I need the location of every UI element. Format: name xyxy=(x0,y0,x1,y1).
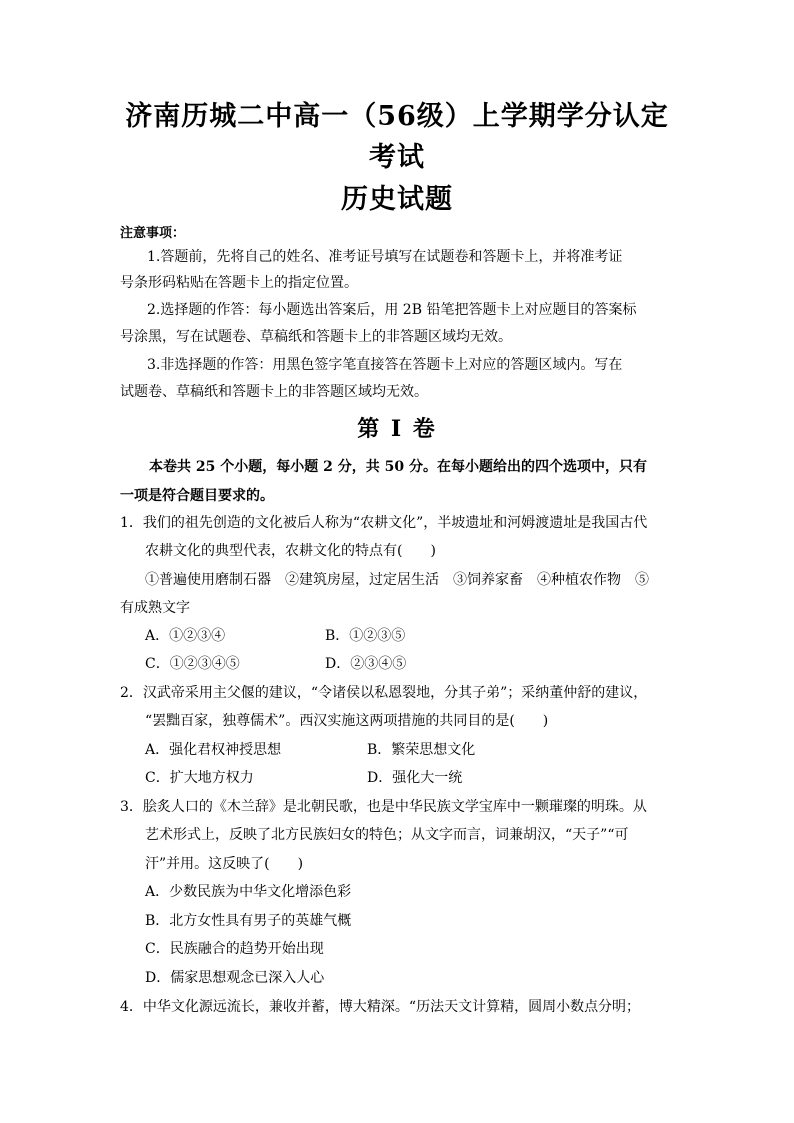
q1-items-line1: ①普遍使用磨制石器 ②建筑房屋，过定居生活 ③饲养家畜 ④种植农作物 ⑤ xyxy=(145,572,649,588)
q3-stem-line1: 3．脍炙人口的《木兰辞》是北朝民歌，也是中华民族文学宝库中一颗璀璨的明珠。从 xyxy=(120,799,647,815)
q1-option-b: B．①②③⑤ xyxy=(325,628,406,644)
notice-item1-line1: 1.答题前，先将自己的姓名、准考证号填写在试题卷和答题卡上，并将准考证 xyxy=(147,249,623,265)
section-intro-line2: 一项是符合题目要求的。 xyxy=(120,488,274,504)
q3-option-c: C．民族融合的趋势开始出现 xyxy=(145,941,324,957)
q2-option-a: A．强化君权神授思想 xyxy=(145,742,282,758)
q1-items-line2: 有成熟文字 xyxy=(120,600,190,616)
notice-item2-line2: 号涂黑，写在试题卷、草稿纸和答题卡上的非答题区域均无效。 xyxy=(120,329,512,345)
q2-stem-line2: “罢黜百家，独尊儒术”。西汉实施这两项措施的共同目的是( ) xyxy=(145,713,549,729)
q2-option-d: D．强化大一统 xyxy=(367,770,463,786)
exam-title-line2: 考试 xyxy=(369,142,425,173)
q3-option-b: B．北方女性具有男子的英雄气概 xyxy=(145,913,352,929)
notice-item2-line1: 2.选择题的作答：每小题选出答案后，用 2B 铅笔把答题卡上对应题目的答案标 xyxy=(147,302,637,318)
section-intro-line1: 本卷共 25 个小题，每小题 2 分，共 50 分。在每小题给出的四个选项中，只有 xyxy=(149,459,647,475)
q1-option-a: A．①②③④ xyxy=(145,628,226,644)
q3-stem-line3: 汗”并用。这反映了( ) xyxy=(145,856,304,872)
notice-label: 注意事项： xyxy=(120,226,186,241)
q3-option-d: D．儒家思想观念已深入人心 xyxy=(145,970,325,986)
q1-option-c: C．①②③④⑤ xyxy=(145,656,240,672)
q4-stem-line1: 4．中华文化源远流长，兼收并蓄，博大精深。“历法天文计算精，圆周小数点分明； xyxy=(120,999,641,1015)
section-heading: 第 I 卷 xyxy=(357,416,437,442)
q1-option-d: D．②③④⑤ xyxy=(325,656,407,672)
q2-stem-line1: 2．汉武帝采用主父偃的建议，“令诸侯以私恩裂地，分其子弟”；采纳董仲舒的建议， xyxy=(120,685,648,701)
q1-stem-line1: 1．我们的祖先创造的文化被后人称为“农耕文化”，半坡遗址和河姆渡遗址是我国古代 xyxy=(120,515,648,531)
exam-title-line1: 济南历城二中高一（56级）上学期学分认定 xyxy=(125,101,669,132)
exam-subtitle: 历史试题 xyxy=(341,184,453,215)
notice-item3-line1: 3.非选择题的作答：用黑色签字笔直接答在答题卡上对应的答题区域内。写在 xyxy=(147,357,623,373)
q2-option-c: C．扩大地方权力 xyxy=(145,770,254,786)
q3-option-a: A．少数民族为中华文化增添色彩 xyxy=(145,884,352,900)
notice-item1-line2: 号条形码粘贴在答题卡上的指定位置。 xyxy=(120,275,358,291)
q3-stem-line2: 艺术形式上，反映了北方民族妇女的特色；从文字而言，词兼胡汉，“天子”“可 xyxy=(145,827,629,843)
q1-stem-line2: 农耕文化的典型代表，农耕文化的特点有( ) xyxy=(145,543,436,559)
q2-option-b: B．繁荣思想文化 xyxy=(367,742,476,758)
notice-item3-line2: 试题卷、草稿纸和答题卡上的非答题区域均无效。 xyxy=(120,384,428,400)
